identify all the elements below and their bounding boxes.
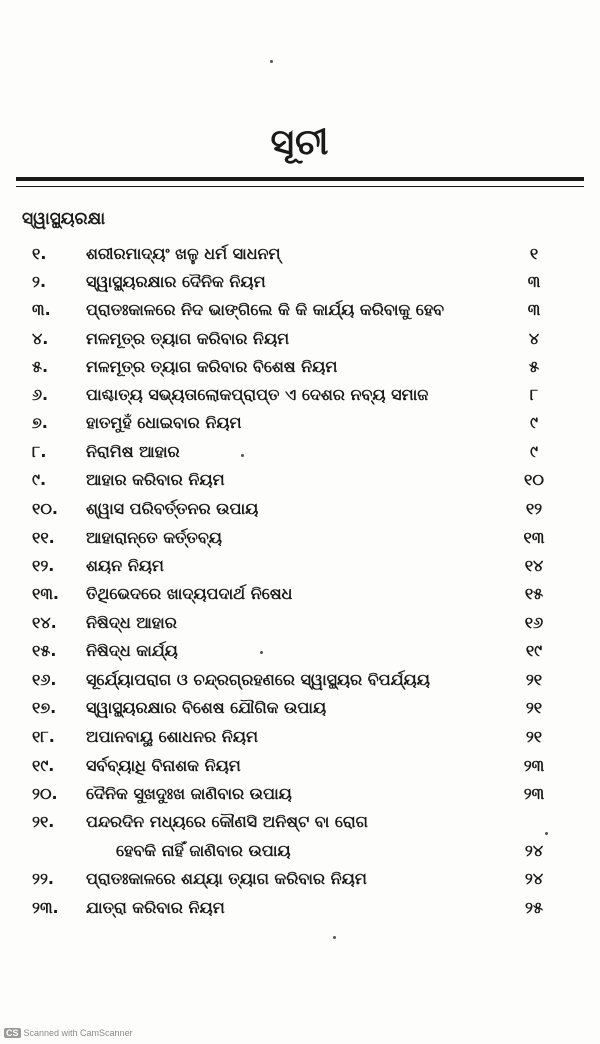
toc-entry xyxy=(0,694,600,722)
entry-number: ୧୩. xyxy=(32,584,59,603)
toc-entry xyxy=(0,296,600,324)
entry-number: ୪. xyxy=(32,329,49,348)
entry-page-number: ୧୯ xyxy=(525,641,543,660)
entry-number: ୨୦. xyxy=(32,784,58,803)
entry-title: ପ୍ରାତଃକାଳରେ ନିଦ ଭାଙ୍ଗିଲେ କି କି କାର୍ଯ୍ୟ କରିବାକୁ ହେବ xyxy=(86,300,445,319)
entry-title: ସୂର୍ଯ୍ୟୋପରାଗ ଓ ଚନ୍ଦ୍ରଗ୍ରହଣରେ ସ୍ୱାସ୍ଥ୍ୟର ବିପର୍ଯ୍ୟୟ xyxy=(86,670,430,689)
entry-page-number: ୨୧ xyxy=(525,670,543,689)
entry-title: ଯାତ୍ରା କରିବାର ନିୟମ xyxy=(86,898,225,917)
scanner-watermark xyxy=(4,1028,133,1038)
toc-entry xyxy=(0,325,600,353)
entry-number: ୧୦. xyxy=(32,499,58,518)
toc-entry xyxy=(0,353,600,381)
toc-entry xyxy=(0,466,600,494)
watermark-text: Scanned with CamScanner xyxy=(23,1028,133,1038)
scan-speck xyxy=(241,454,244,457)
toc-entry xyxy=(0,552,600,580)
toc-entry xyxy=(0,666,600,694)
entry-number: ୨୨. xyxy=(32,869,55,888)
entry-title: ମଳମୂତ୍ର ତ୍ୟାଗ କରିବାର ବିଶେଷ ନିୟମ xyxy=(86,357,338,376)
entry-page-number: ୧୦ xyxy=(524,470,544,489)
entry-number: ୧୮. xyxy=(32,727,55,746)
entry-title: ଶ୍ୱାସ ପରିବର୍ତ୍ତନର ଉପାୟ xyxy=(86,499,259,518)
toc-entry xyxy=(0,240,600,268)
toc-entry xyxy=(0,524,600,552)
entry-page-number: ୧୩ xyxy=(523,528,545,547)
entry-title: ପନ୍ଦରଦିନ ମଧ୍ୟରେ କୌଣସି ଅନିଷ୍ଟ ବା ରୋଗ xyxy=(86,812,368,831)
entry-title: ଅପାନବାୟୁ ଶୋଧନର ନିୟମ xyxy=(86,727,258,746)
scan-speck xyxy=(333,936,336,939)
entry-page-number: ୮ xyxy=(529,385,539,404)
entry-page-number: ୧୪ xyxy=(524,556,544,575)
scan-speck xyxy=(260,651,263,654)
entry-title: ପାଶ୍ଚାତ୍ୟ ସଭ୍ୟତାଲୋକପ୍ରାପ୍ତ ଏ ଦେଶର ନବ୍ୟ ସମାଜ xyxy=(86,385,429,404)
entry-page-number: ୨୩ xyxy=(523,784,545,803)
toc-entry xyxy=(0,438,600,466)
toc-entry xyxy=(0,865,600,893)
entry-number: ୧୭. xyxy=(32,698,57,717)
title-rule-thin xyxy=(16,186,584,187)
entry-title: ପ୍ରାତଃକାଳରେ ଶଯ୍ୟା ତ୍ୟାଗ କରିବାର ନିୟମ xyxy=(86,869,367,888)
entry-page-number: ୯ xyxy=(530,442,538,461)
toc-entry xyxy=(0,894,600,922)
entry-title: ନିରାମିଷ ଆହାର xyxy=(86,442,180,461)
entry-number: ୬. xyxy=(32,385,49,404)
entry-number: ୧୬. xyxy=(32,670,57,689)
entry-page-number: ୨୪ xyxy=(524,869,544,888)
entry-number: ୧୯. xyxy=(32,756,55,775)
entry-title: ମଳମୂତ୍ର ତ୍ୟାଗ କରିବାର ନିୟମ xyxy=(86,329,290,348)
toc-entry xyxy=(0,723,600,751)
toc-entry xyxy=(0,837,600,865)
entry-number: ୧୧. xyxy=(32,528,55,547)
toc-entry xyxy=(0,381,600,409)
toc-entry xyxy=(0,409,600,437)
entry-number: ୫. xyxy=(32,357,49,376)
entry-page-number: ୫ xyxy=(529,357,539,376)
entry-title: ଶୟନ ନିୟମ xyxy=(86,556,164,575)
entry-page-number: ୯ xyxy=(530,413,538,432)
camscanner-logo: CS xyxy=(6,1028,19,1038)
toc-entry xyxy=(0,495,600,523)
entry-title: ଆହାରାନ୍ତେ କର୍ତ୍ତବ୍ୟ xyxy=(86,528,222,547)
entry-title: ଶରୀରମାଦ୍ୟଂ ଖଳୁ ଧର୍ମ ସାଧନମ୍ xyxy=(86,244,281,263)
entry-number: ୧. xyxy=(32,244,47,263)
toc-entry xyxy=(0,752,600,780)
entry-number: ୧୪. xyxy=(32,613,57,632)
toc-entry xyxy=(0,609,600,637)
toc-entry xyxy=(0,268,600,296)
entry-title: ସର୍ବବ୍ୟାଧି ବିନାଶକ ନିୟମ xyxy=(86,756,241,775)
entry-title: ଆହାର କରିବାର ନିୟମ xyxy=(86,470,225,489)
entry-title: ତିଥିଭେଦରେ ଖାଦ୍ୟପଦାର୍ଥ ନିଷେଧ xyxy=(86,584,293,603)
entry-number: ୩. xyxy=(32,300,51,319)
toc-entry xyxy=(0,580,600,608)
entry-title: ଦୈନିକ ସୁଖଦୁଃଖ ଜାଣିବାର ଉପାୟ xyxy=(86,784,292,803)
entry-page-number: ୪ xyxy=(528,329,540,348)
entry-title: ସ୍ୱାସ୍ଥ୍ୟରକ୍ଷାର ବିଶେଷ ଯୌଗିକ ଉପାୟ xyxy=(86,698,327,717)
toc-entry xyxy=(0,780,600,808)
entry-title: ସ୍ୱାସ୍ଥ୍ୟରକ୍ଷାର ଦୈନିକ ନିୟମ xyxy=(86,272,266,291)
entry-page-number: ୨୧ xyxy=(525,698,543,717)
section-heading: ସ୍ୱାସ୍ଥ୍ୟରକ୍ଷା xyxy=(22,209,106,229)
title-rule-thick xyxy=(16,177,584,181)
entry-title: ନିଷିଦ୍ଧ କାର୍ଯ୍ୟ xyxy=(86,641,178,660)
entry-page-number: ୩ xyxy=(527,300,541,319)
entry-page-number: ୨୩ xyxy=(523,756,545,775)
entry-number: ୧୨. xyxy=(32,556,55,575)
entry-page-number: ୨୧ xyxy=(525,727,543,746)
entry-title: ହାତମୁହଁ ଧୋଇବାର ନିୟମ xyxy=(86,413,242,432)
entry-number: ୭. xyxy=(32,413,48,432)
entry-title: ନିଷିଦ୍ଧ ଆହାର xyxy=(86,613,177,632)
entry-page-number: ୧୨ xyxy=(525,499,543,518)
entry-number: ୮. xyxy=(32,442,47,461)
entry-page-number: ୨୪ xyxy=(524,841,544,860)
entry-page-number: ୧୫ xyxy=(524,584,544,603)
entry-number: ୨୧. xyxy=(32,812,55,831)
entry-title: ହେବକି ନାହିଁ ଜାଣିବାର ଉପାୟ xyxy=(116,841,291,860)
scan-speck xyxy=(545,832,548,835)
entry-number: ୨. xyxy=(32,272,47,291)
entry-number: ୧୫. xyxy=(32,641,57,660)
page-title: ସୂଚୀ xyxy=(270,122,330,163)
entry-page-number: ୧ xyxy=(529,244,539,263)
scan-speck xyxy=(270,60,273,63)
entry-page-number: ୩ xyxy=(527,272,541,291)
toc-entry xyxy=(0,808,600,836)
entry-page-number: ୨୫ xyxy=(525,898,543,917)
entry-number: ୯. xyxy=(32,470,47,489)
toc-entry xyxy=(0,637,600,665)
entry-number: ୨୩. xyxy=(32,898,59,917)
entry-page-number: ୧୬ xyxy=(524,613,544,632)
